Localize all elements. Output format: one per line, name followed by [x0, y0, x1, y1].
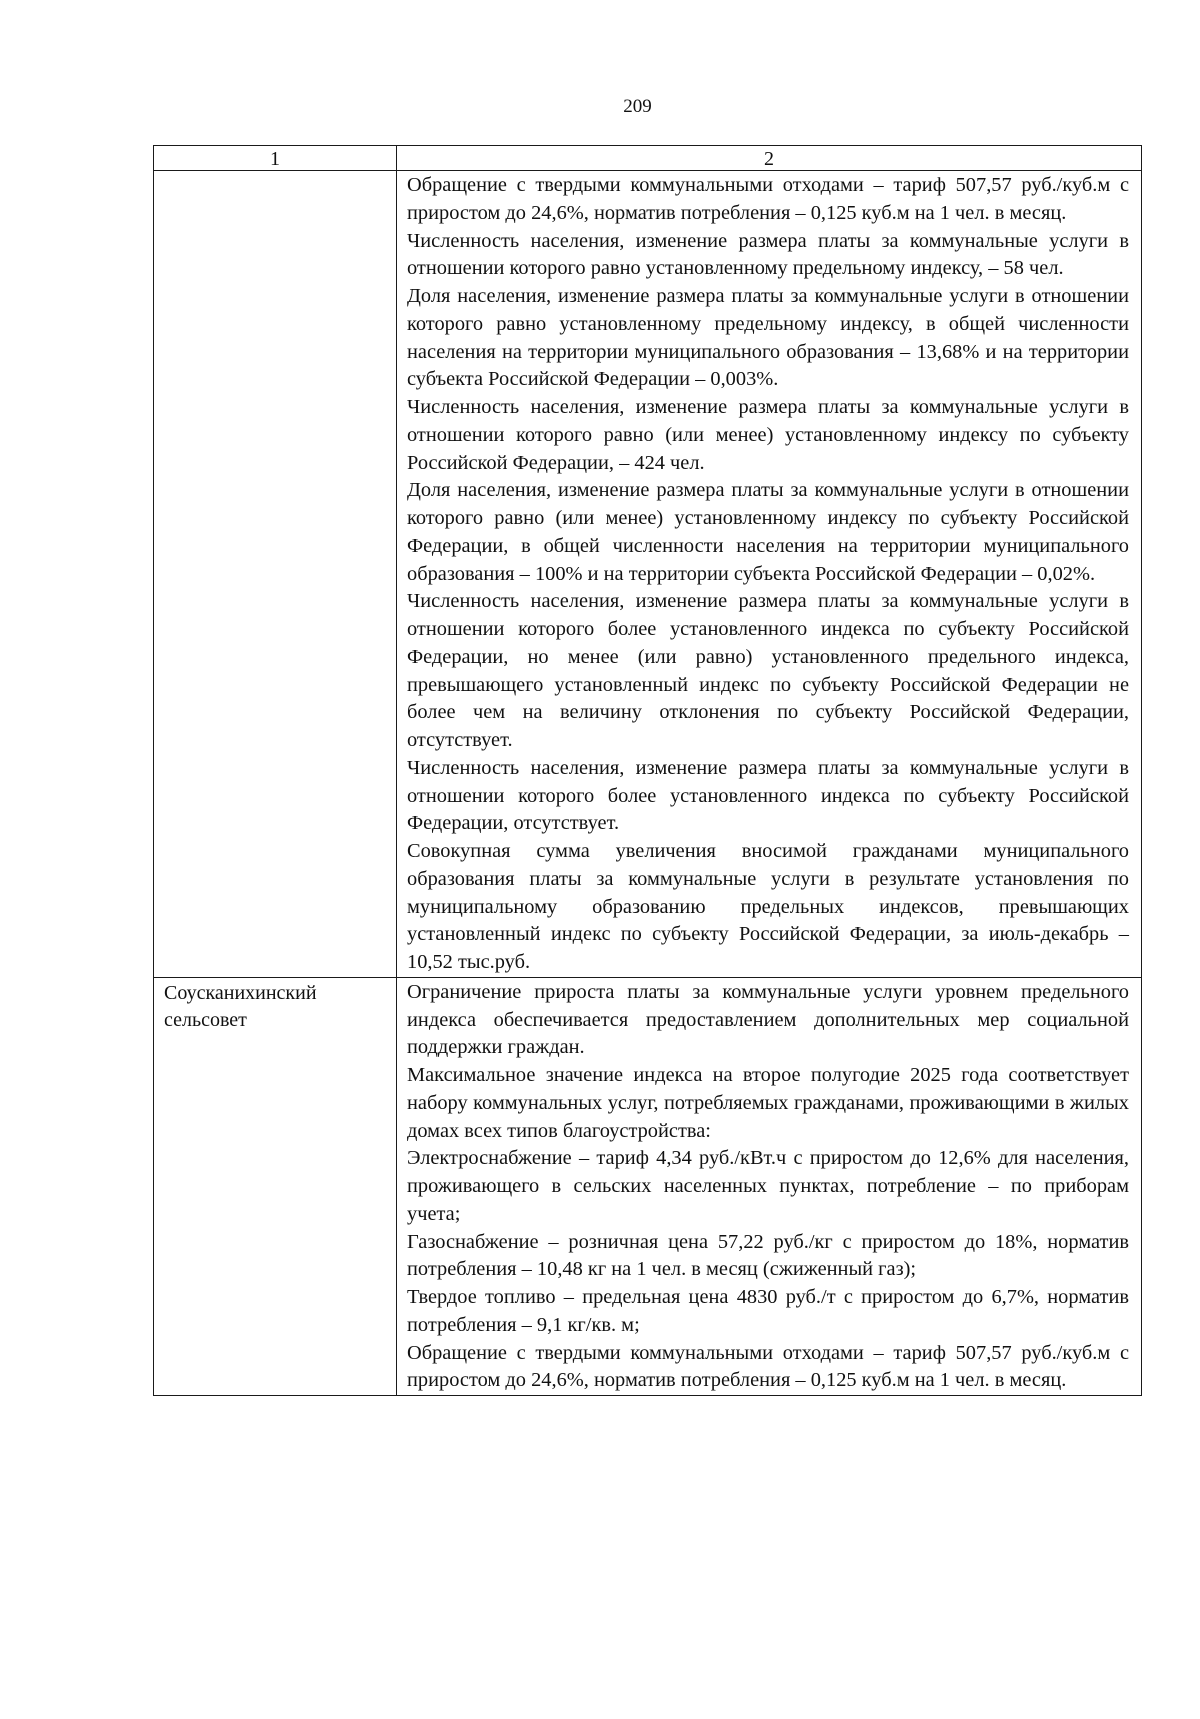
table-row — [154, 977, 1142, 1395]
table-row — [154, 171, 1142, 978]
column-header-1: 1 — [154, 146, 397, 171]
municipality-name-cell: Соусканихинский сельсовет — [154, 977, 397, 1395]
paragraph: Обращение с твердыми коммунальными отходами – тариф 507,57 руб./куб.м с приростом до 24,6%, норматив потребления – 0,125 куб.м на 1 чел. в месяц. — [407, 174, 1129, 224]
description-cell — [397, 977, 1142, 1395]
paragraph: Доля населения, изменение размера платы за коммунальные услуги в отношении которого равно установленному предельному индексу, в общей численности населения на территории муниципального образования – 13,68% и на территории субъекта Российской Федерации – 0,003%. — [407, 285, 1129, 391]
paragraph: Газоснабжение – розничная цена 57,22 руб./кг с приростом до 18%, норматив потребления – 10,48 кг на 1 чел. в месяц (сжиженный газ); — [407, 1230, 1129, 1281]
document-table — [153, 145, 1142, 1396]
paragraph: Ограничение прироста платы за коммунальные услуги уровнем предельного индекса обеспечивается предоставлением дополнительных мер социальной поддержки граждан. — [407, 980, 1129, 1059]
paragraph: Численность населения, изменение размера платы за коммунальные услуги в отношении которого равно установленному предельному индексу, – 58 чел. — [407, 229, 1129, 280]
paragraph: Численность населения, изменение размера платы за коммунальные услуги в отношении которого более установленного индекса по субъекту Российской Федерации, отсутствует. — [407, 756, 1129, 835]
paragraph: Электроснабжение – тариф 4,34 руб./кВт.ч с приростом до 12,6% для населения, проживающего в сельских населенных пунктах, потребление – по приборам учета; — [407, 1147, 1129, 1225]
page-number: 209 — [623, 96, 652, 117]
description-cell — [397, 171, 1142, 978]
column-header-2: 2 — [397, 146, 1142, 171]
paragraph: Обращение с твердыми коммунальными отходами – тариф 507,57 руб./куб.м с приростом до 24,6%, норматив потребления – 0,125 куб.м на 1 чел. в месяц. — [407, 1341, 1129, 1392]
paragraph: Численность населения, изменение размера платы за коммунальные услуги в отношении которого равно (или менее) установленному индексу по субъекту Российской Федерации, – 424 чел. — [407, 396, 1129, 474]
municipality-name-cell — [154, 171, 397, 978]
paragraph: Совокупная сумма увеличения вносимой гражданами муниципального образования платы за коммунальные услуги в результате установления по муниципальному образованию предельных индексов, превышающих установленный индекс по субъекту Российской Федерации, за июль-декабрь – 10,52 тыс.руб. — [407, 840, 1129, 973]
paragraph: Твердое топливо – предельная цена 4830 руб./т с приростом до 6,7%, норматив потребления – 9,1 кг/кв. м; — [407, 1286, 1129, 1336]
table-header-row — [154, 146, 1142, 171]
paragraph: Максимальное значение индекса на второе полугодие 2025 года соответствует набору коммунальных услуг, потребляемых гражданами, проживающими в жилых домах всех типов благоустройства: — [407, 1064, 1129, 1142]
paragraph: Доля населения, изменение размера платы за коммунальные услуги в отношении которого равно (или менее) установленному индексу по субъекту Российской Федерации, в общей численности населения на территории муниципального образования – 100% и на территории субъекта Российской Федерации – 0,02%. — [407, 479, 1129, 585]
paragraph: Численность населения, изменение размера платы за коммунальные услуги в отношении которого более установленного индекса по субъекту Российской Федерации, но менее (или равно) установленного предельного индекса, превышающего установленный индекс по субъекту Российской Федерации не более чем на величину отклонения по субъекту Российской Федерации, отсутствует. — [407, 590, 1129, 751]
